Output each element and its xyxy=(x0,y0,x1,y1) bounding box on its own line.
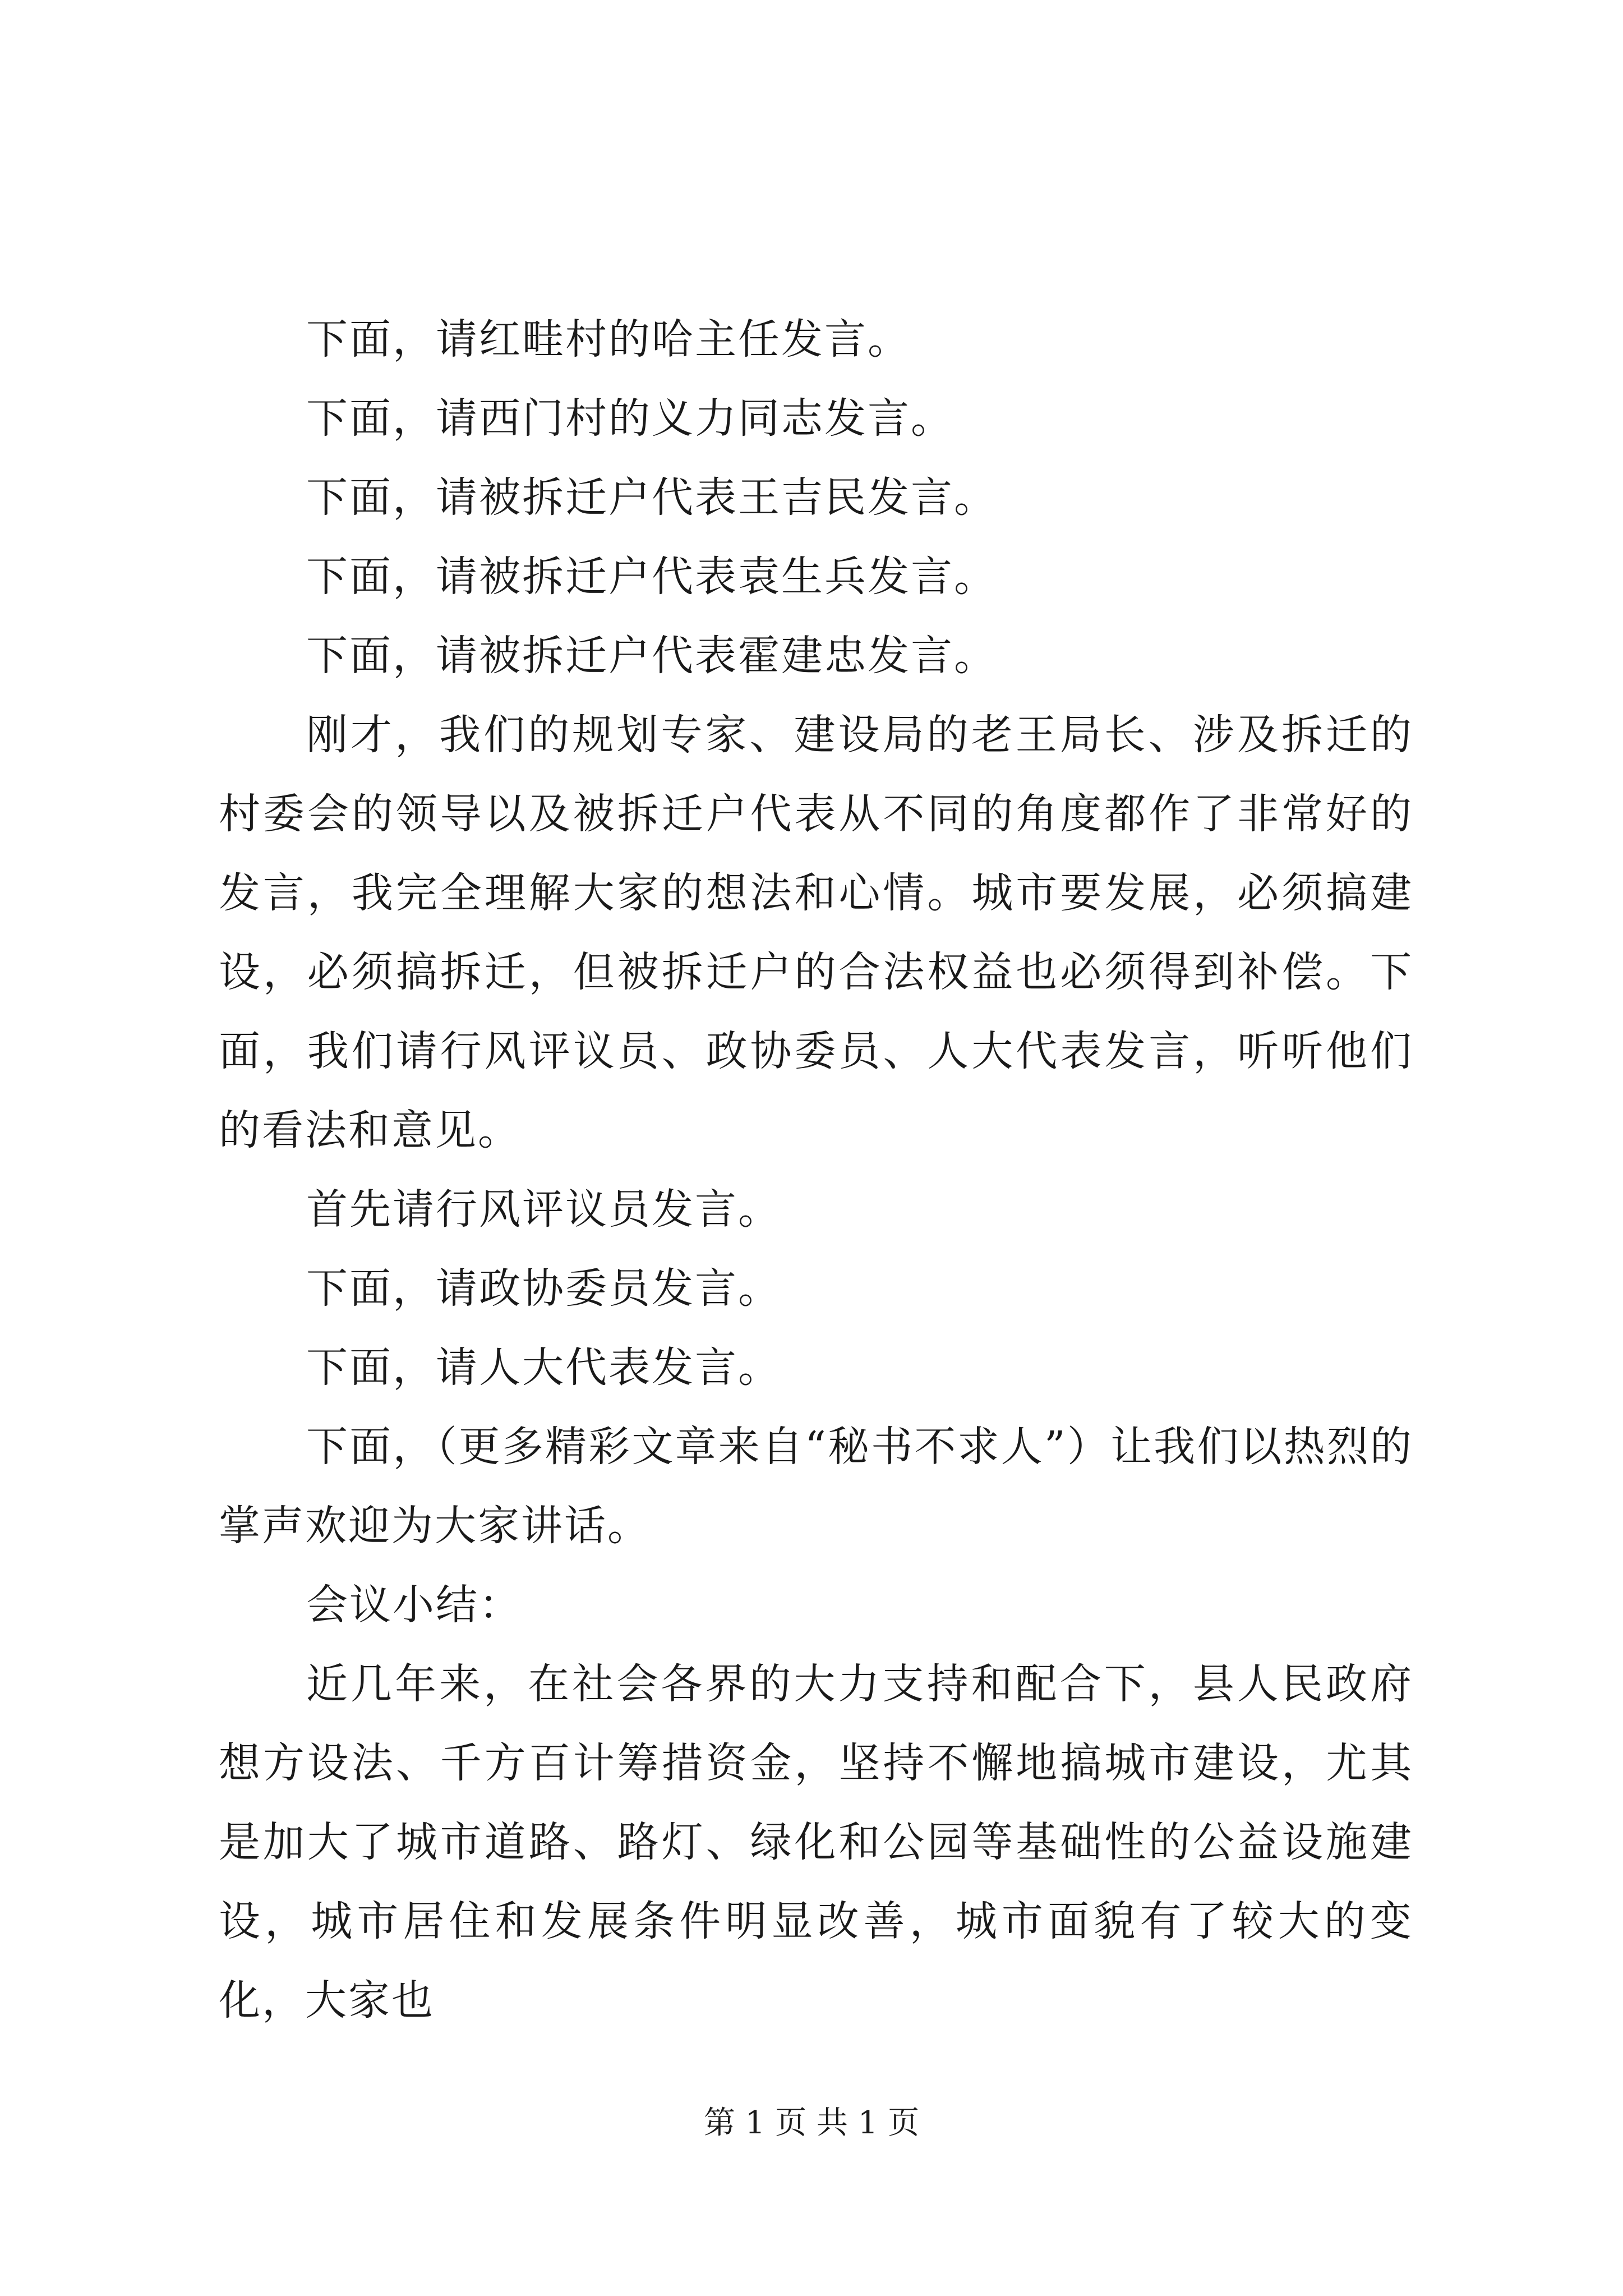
paragraph-5: 下面，请被拆迁户代表霍建忠发言。 xyxy=(306,632,997,680)
paragraph-6: 刚才，我们的规划专家、建设局的老王局长、涉及拆迁的村委会的领导以及被拆迁户代表从不同的角度都作了非常好的发言，我完全理解大家的想法和心情。城市要发展，必须搞建设，必须搞拆迁，但被拆迁户的合法权益也必须得到补偿。下面，我们请行风评议员、政协委员、人大代表发言，听听他们的看法和意见。 xyxy=(219,711,1413,1154)
paragraph-7: 首先请行风评议员发言。 xyxy=(306,1185,781,1234)
paragraph-12: 近几年来，在社会各界的大力支持和配合下，县人民政府想方设法、千方百计筹措资金，坚持不懈地搞城市建设，尤其是加大了城市道路、路灯、绿化和公园等基础性的公益设施建设，城市居住和发展条件明显改善，城市面貌有了较大的变化，大家也 xyxy=(219,1660,1413,2024)
paragraph-4: 下面，请被拆迁户代表袁生兵发言。 xyxy=(306,553,997,601)
paragraph-2: 下面，请西门村的义力同志发言。 xyxy=(306,394,954,443)
paragraph-1: 下面，请红畦村的哈主任发言。 xyxy=(306,315,911,364)
paragraph-10: 下面，（更多精彩文章来自“秘书不求人”）让我们以热烈的掌声欢迎为大家讲话。 xyxy=(219,1423,1413,1550)
paragraph-11: 会议小结： xyxy=(306,1581,522,1629)
paragraph-3: 下面，请被拆迁户代表王吉民发言。 xyxy=(306,473,997,522)
page-footer: 第 1 页 共 1 页 xyxy=(703,2105,920,2141)
paragraph-9: 下面，请人大代表发言。 xyxy=(306,1343,781,1392)
document-body xyxy=(219,300,1413,2040)
paragraph-8: 下面，请政协委员发言。 xyxy=(306,1264,781,1313)
